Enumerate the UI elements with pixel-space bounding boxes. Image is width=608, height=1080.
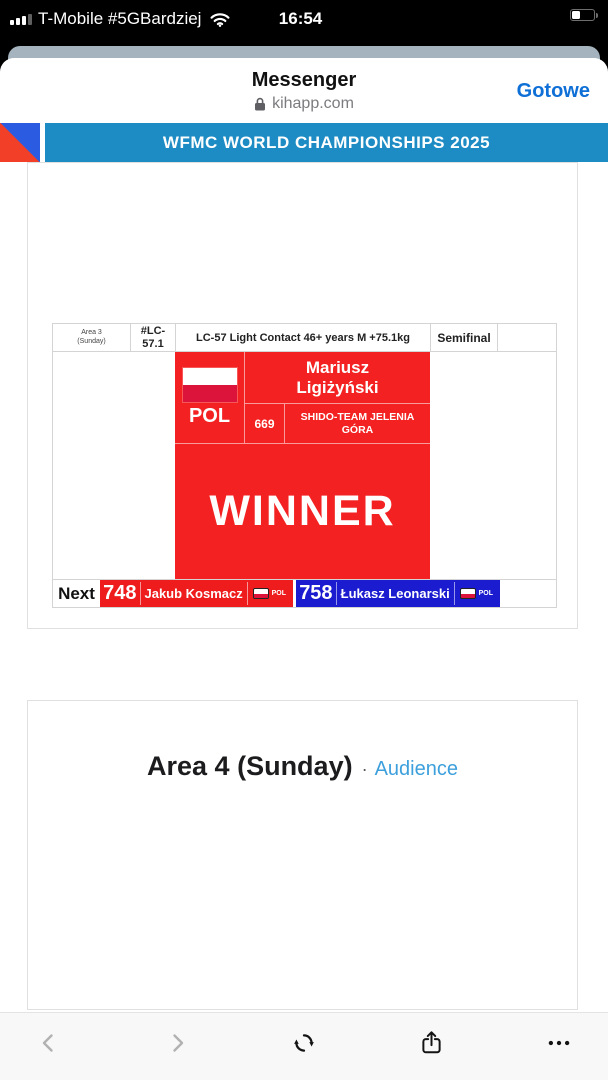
browser-header bbox=[0, 58, 608, 123]
refresh-button[interactable] bbox=[287, 1026, 321, 1060]
next-red-corner-chip bbox=[100, 580, 293, 607]
clock: 16:54 bbox=[278, 9, 323, 28]
stage-cell: Semifinal bbox=[431, 324, 498, 351]
chevron-left-icon bbox=[37, 1031, 61, 1055]
wifi-icon bbox=[209, 11, 231, 27]
blue-corner-name: Łukasz Leonarski bbox=[340, 586, 450, 601]
red-corner-country: POL bbox=[271, 590, 286, 597]
app-title: Messenger bbox=[251, 69, 357, 91]
back-button[interactable] bbox=[32, 1026, 66, 1060]
done-button[interactable]: Gotowe bbox=[516, 80, 590, 102]
share-button[interactable] bbox=[415, 1026, 449, 1060]
winner-club-cell: SHIDO-TEAM JELENIA GÓRA bbox=[300, 410, 415, 436]
more-button[interactable] bbox=[542, 1026, 576, 1060]
carrier-label: T-Mobile #5GBardziej bbox=[38, 9, 202, 28]
red-corner-number: 748 bbox=[103, 582, 137, 604]
lock-icon bbox=[254, 97, 266, 111]
winner-label-cell: WINNER bbox=[209, 487, 396, 535]
winner-name-cell: Mariusz Ligiżyński bbox=[245, 352, 430, 404]
next-blue-corner-chip bbox=[296, 580, 500, 607]
poland-flag-icon bbox=[253, 588, 269, 599]
refresh-icon bbox=[291, 1030, 317, 1056]
area4-title: Area 4 (Sunday) bbox=[147, 751, 353, 781]
winner-block bbox=[175, 352, 430, 579]
browser-toolbar bbox=[0, 1012, 608, 1080]
audience-link[interactable]: Audience bbox=[374, 758, 458, 780]
blue-corner-country: POL bbox=[478, 590, 493, 597]
dot-separator: · bbox=[361, 759, 368, 779]
area4-card bbox=[27, 700, 578, 1010]
poland-flag-icon bbox=[183, 368, 237, 402]
wfmc-logo bbox=[0, 123, 40, 162]
next-label: Next bbox=[58, 583, 95, 603]
banner-title: WFMC WORLD CHAMPIONSHIPS 2025 bbox=[162, 132, 491, 152]
chevron-right-icon bbox=[165, 1031, 189, 1055]
winner-country-cell bbox=[175, 352, 245, 443]
page-content bbox=[0, 162, 608, 1080]
share-icon bbox=[419, 1030, 444, 1055]
match-body bbox=[53, 352, 556, 579]
blue-corner-number: 758 bbox=[299, 582, 333, 604]
empty-cell bbox=[498, 324, 556, 351]
domain-label: kihapp.com bbox=[272, 95, 354, 112]
match-header-row bbox=[53, 324, 556, 352]
match-code-cell: #LC-57.1 bbox=[131, 324, 176, 351]
category-cell: LC-57 Light Contact 46+ years M +75.1kg bbox=[176, 324, 431, 351]
in-app-browser-sheet bbox=[0, 58, 608, 1080]
red-corner-name: Jakub Kosmacz bbox=[144, 586, 243, 601]
battery-icon bbox=[570, 9, 598, 21]
poland-flag-icon bbox=[460, 588, 476, 599]
match-table bbox=[52, 323, 557, 608]
ellipsis-icon bbox=[546, 1030, 572, 1056]
winner-country-code: POL bbox=[188, 404, 231, 427]
forward-button[interactable] bbox=[160, 1026, 194, 1060]
winner-number-cell: 669 bbox=[245, 404, 285, 443]
status-bar bbox=[0, 0, 608, 34]
next-match-row bbox=[53, 579, 556, 607]
area-cell: Area 3 (Sunday) bbox=[53, 324, 131, 351]
area3-match-card bbox=[27, 162, 578, 629]
cellular-signal-icon bbox=[10, 14, 32, 25]
championship-banner bbox=[0, 123, 608, 162]
